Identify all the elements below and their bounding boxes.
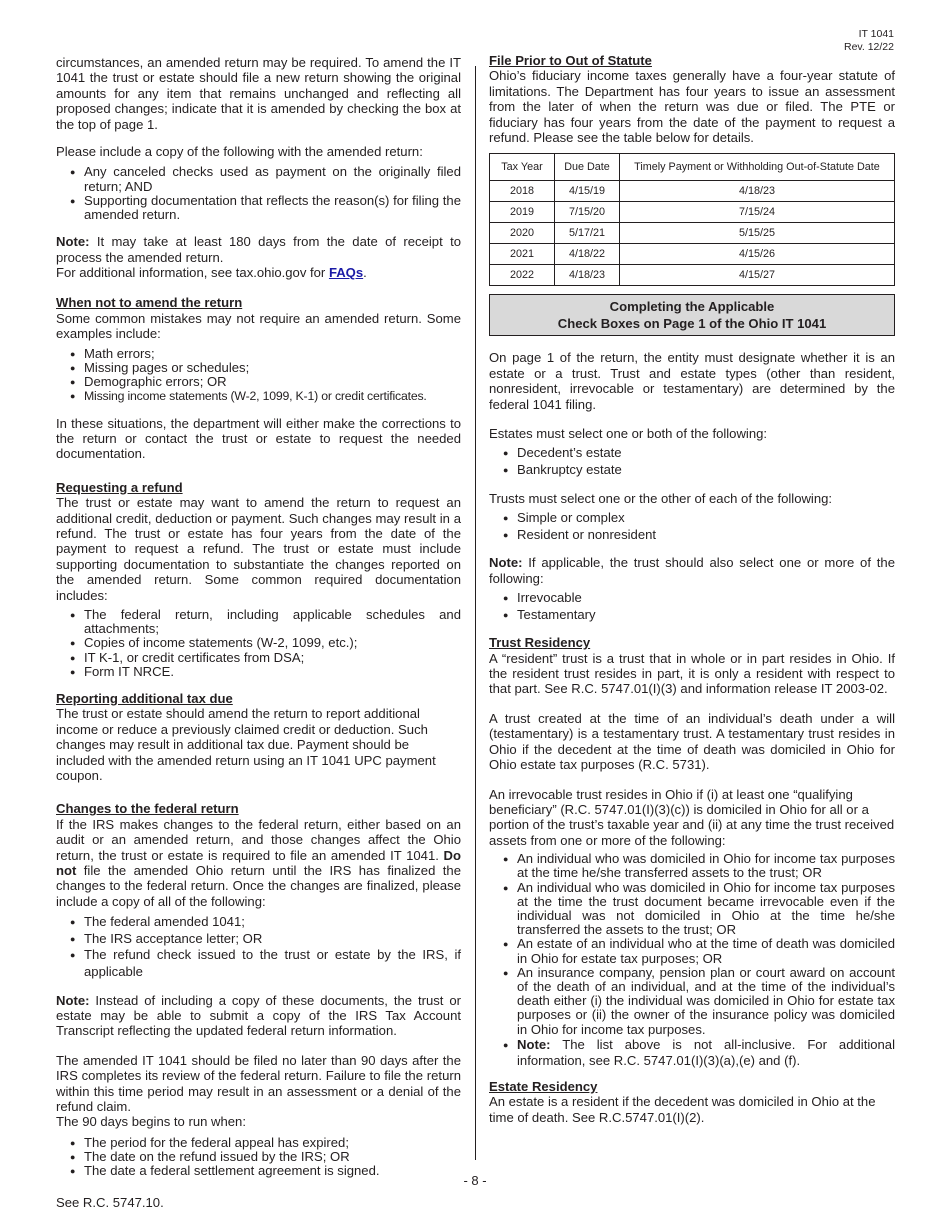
list-item: ● The date on the refund issued by the IRS; OR (56, 1150, 461, 1164)
note-text: The list above is not all-inclusive. For additional information, see R.C. 5747.01(I)(3)(a),(e) and (f). (517, 1036, 895, 1068)
table-cell: 4/18/23 (555, 265, 620, 286)
section-heading-federal-changes: Changes to the federal return (56, 801, 239, 817)
list-item: ● Math errors; (56, 347, 461, 361)
table-cell: 5/15/25 (620, 223, 895, 244)
column-header: Tax Year (490, 154, 555, 181)
do-not-label: Do not (56, 847, 461, 879)
see-rc: See R.C. 5747.10. (56, 1194, 164, 1210)
section-heading-estate-residency: Estate Residency (489, 1078, 598, 1094)
optional-types-list (489, 590, 895, 623)
page1-text: On page 1 of the return, the entity must designate whether it is an estate or a trust. Trust and estate types (other than resident, nonresident, irrevocable or testamentary) are determined by the federal 1041 filing. (489, 350, 895, 412)
list-item: ● An insurance company, pension plan or court award on account of the death of an individual, and at the time of the individual’s death either (i) the individual was domiciled in Ohio for estate tax purposes or (ii) the owner of the insurance policy was domiciled in Ohio for income tax purposes. (489, 966, 895, 1037)
list-item: ● The federal return, including applicable schedules and attachments; (56, 608, 461, 636)
note-label: Note: (489, 555, 523, 571)
page-header (844, 28, 894, 54)
table-cell: 4/15/26 (620, 244, 895, 265)
table-cell: 4/15/27 (620, 265, 895, 286)
banner-line: Check Boxes on Page 1 of the Ohio IT 1041 (557, 316, 827, 332)
copy-intro: Please include a copy of the following with the amended return: (56, 144, 423, 160)
table-cell: 4/18/22 (555, 244, 620, 265)
list-item (489, 1037, 895, 1069)
list-item: ● The date a federal settlement agreement is signed. (56, 1164, 461, 1178)
table-row (490, 223, 895, 244)
note-optional-types (489, 555, 895, 586)
trusts-intro: Trusts must select one or the other of each of the following: (489, 490, 833, 506)
table-cell: 4/15/19 (555, 181, 620, 202)
note-transcript (56, 993, 461, 1039)
note-label: Note: (56, 992, 90, 1008)
left-column (56, 55, 461, 1222)
list-item: ● Copies of income statements (W-2, 1099, etc.); (56, 636, 461, 650)
table-cell: 2022 (490, 265, 555, 286)
federal-text-b: file the amended Ohio return until the IRS has finalized the changes to the federal return. Once the changes are finalized, please include a copy of all of the following: (56, 863, 461, 909)
table-cell: 2019 (490, 202, 555, 223)
additional-text: The trust or estate should amend the return to report additional income or reduce a previously claimed credit or deduction. Such changes may result in additional tax due. Payment should be included with the amended return using an IT 1041 UPC payment coupon. (56, 706, 436, 784)
trust-res-list (489, 852, 895, 1069)
statute-text: Ohio’s fiduciary income taxes generally have a four-year statute of limitations. The Department has four years to issue an assessment from the later of when the return was due or filed. The PTE or fiduciary has four years from the date of the payment to request a refund. Please see the table below for details. (489, 68, 895, 146)
list-item: ● An individual who was domiciled in Ohio for income tax purposes at the time the trust document became irrevocable even if the individual was not domiciled in Ohio at the time he/she transferred the assets to the trust; OR (489, 881, 895, 938)
list-item: ● Bankruptcy estate (489, 462, 895, 479)
list-item: ● Missing pages or schedules; (56, 361, 461, 375)
list-item: ● Resident or nonresident (489, 527, 895, 544)
list-item: ● IT K-1, or credit certificates from DSA; (56, 651, 461, 665)
list-item: ● Any canceled checks used as payment on the originally filed return; AND (56, 165, 461, 193)
table-row (490, 181, 895, 202)
list-item: ● Simple or complex (489, 510, 895, 527)
estates-intro: Estates must select one or both of the following: (489, 426, 768, 442)
column-header: Due Date (555, 154, 620, 181)
table-cell: 5/17/21 (555, 223, 620, 244)
trust-res-p3: An irrevocable trust resides in Ohio if (i) at least one “qualifying beneficiary” (R.C. 5747.01(I)(3)(c)) is domiciled in Ohio for all or a portion of the trust’s taxable year and (ii) at any time the trust received assets from one or more of the following: (489, 786, 895, 848)
banner-line: Completing the Applicable (609, 299, 775, 315)
mistakes-list (56, 347, 461, 404)
table-cell: 7/15/24 (620, 202, 895, 223)
federal-text-a: If the IRS makes changes to the federal return, either based on an audit or an amended return, and those changes affect the Ohio return, the trust or estate is required to file an amended IT 1041. (56, 816, 461, 863)
table-cell: 7/15/20 (555, 202, 620, 223)
federal-text (56, 817, 461, 909)
table-cell: 4/18/23 (620, 181, 895, 202)
list-item: ● Irrevocable (489, 590, 895, 607)
not-amend-after: In these situations, the department will either make the corrections to the return or contact the trust or estate to request the needed documentation. (56, 415, 461, 462)
form-number: IT 1041 (858, 28, 894, 40)
estate-res-text: An estate is a resident if the decedent was domiciled in Ohio at the time of death. See R.C.5747.01(I)(2). (489, 1094, 876, 1125)
table-cell: 2020 (490, 223, 555, 244)
column-header: Timely Payment or Withholding Out-of-Statute Date (620, 154, 895, 181)
list-item: ● The IRS acceptance letter; OR (56, 931, 461, 948)
section-heading-requesting-refund: Requesting a refund (56, 479, 183, 495)
estates-list (489, 445, 895, 478)
table-row (490, 244, 895, 265)
table-cell: 2021 (490, 244, 555, 265)
copy-list (56, 165, 461, 222)
list-item: ● The federal amended 1041; (56, 914, 461, 931)
intro-paragraph: circumstances, an amended return may be required. To amend the IT 1041 the trust or estate should file a new return showing the original amounts for any item that remains unchanged and reflecting all proposed changes; indicate that it is amended by checking the box at the top of page 1. (56, 55, 461, 132)
table-header-row (490, 154, 895, 181)
statute-table (489, 153, 895, 286)
list-item: ● The period for the federal appeal has expired; (56, 1136, 461, 1150)
list-item: ● Supporting documentation that reflects the reason(s) for filing the amended return. (56, 194, 461, 222)
ninety-days-begin: The 90 days begins to run when: (56, 1114, 246, 1130)
not-amend-text: Some common mistakes may not require an amended return. Some examples include: (56, 310, 461, 342)
ninety-days-text: The amended IT 1041 should be filed no later than 90 days after the IRS completes its review of the federal return. Failure to file the return within this time period may result in an assessment or a denial of the refund claim. (56, 1052, 461, 1115)
page-number: - 8 - (463, 1173, 487, 1188)
federal-docs-list (56, 914, 461, 980)
faqs-link[interactable]: FAQs (328, 265, 364, 281)
refund-text: The trust or estate may want to amend the return to request an additional credit, deduction or payment. Such changes may result in a refund. The trust or estate has four years from the date of the payment to request a refund. The trust or estate must include supporting documentation to substantiate the changes reported on the amended return. Some common required documentation includes: (56, 495, 461, 603)
table-row (490, 265, 895, 286)
revision-date: Rev. 12/22 (843, 41, 894, 53)
list-item: ● The refund check issued to the trust or estate by the IRS, if applicable (56, 947, 461, 980)
list-item: ● Demographic errors; OR (56, 375, 461, 389)
note-text: It may take at least 180 days from the date of receipt to process the amended return. (56, 234, 461, 265)
trusts-list (489, 510, 895, 543)
note-label: Note: (56, 234, 90, 250)
faq-line: For additional information, see tax.ohio.gov for FAQs. (56, 265, 367, 281)
list-item: ● Missing income statements (W-2, 1099, K-1) or credit certificates. (56, 389, 461, 403)
faq-line-text: For additional information, see tax.ohio.gov for (56, 265, 329, 281)
section-heading-additional-tax: Reporting additional tax due (56, 690, 233, 706)
list-item: ● An individual who was domiciled in Ohio for income tax purposes at the time he/she transferred assets to the trust; OR (489, 852, 895, 880)
list-item: ● Form IT NRCE. (56, 665, 461, 679)
trust-res-p2: A trust created at the time of an individual’s death under a will (testamentary) is a testamentary trust. A testamentary trust resides in Ohio if the decedent at the time of death was domiciled in Ohio for Ohio estate tax purposes (R.C. 5731). (489, 710, 895, 773)
section-heading-out-of-statute: File Prior to Out of Statute (489, 53, 652, 68)
refund-docs-list (56, 608, 461, 679)
list-item: ● Decedent’s estate (489, 445, 895, 462)
check-boxes-banner (489, 294, 895, 336)
right-column (489, 53, 895, 1137)
section-heading-when-not-to-amend: When not to amend the return (56, 295, 243, 311)
list-item: ● An estate of an individual who at the time of death was domiciled in Ohio for estate tax purposes; OR (489, 937, 895, 965)
section-heading-trust-residency: Trust Residency (489, 635, 591, 651)
table-cell: 2018 (490, 181, 555, 202)
column-divider (475, 66, 476, 1160)
note-label: Note: (517, 1036, 551, 1052)
note-processing (56, 234, 461, 265)
list-item: ● Testamentary (489, 607, 895, 624)
table-row (490, 202, 895, 223)
note-text: If applicable, the trust should also select one or more of the following: (489, 555, 895, 586)
trust-res-p1: A “resident” trust is a trust that in whole or in part resides in Ohio. If the resident trust resides in part, it is only a resident with respect to that part. See R.C. 5747.01(I)(3) and information release IT 2003-02. (489, 650, 895, 697)
note-text: Instead of including a copy of these documents, the trust or estate may be able to submit a copy of the IRS Tax Account Transcript reflecting the updated federal return information. (56, 992, 461, 1039)
